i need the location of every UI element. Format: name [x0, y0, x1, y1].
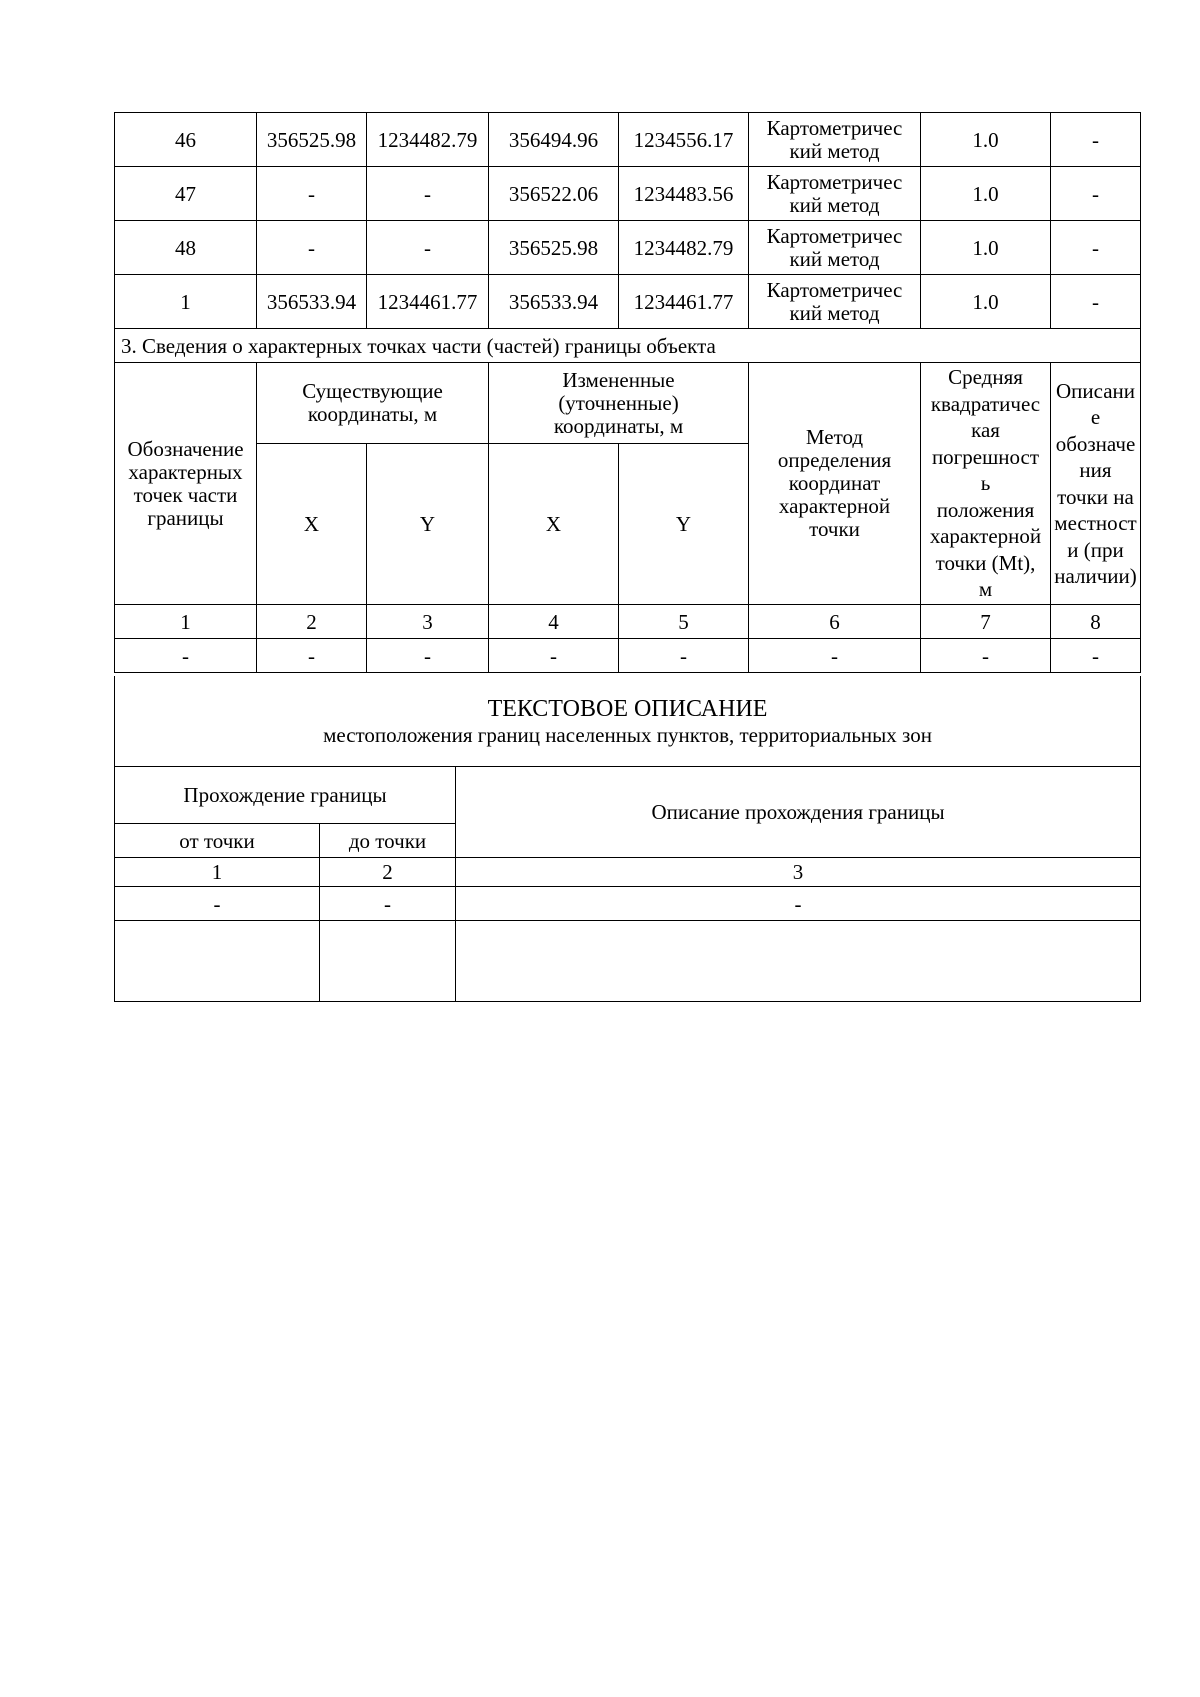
empty-cell: -: [367, 639, 489, 673]
table-row: [115, 887, 1141, 921]
point-id: 47: [115, 167, 257, 221]
method: [749, 113, 921, 167]
method-line: Картометричес: [766, 115, 903, 140]
y-existing: -: [367, 167, 489, 221]
header-line: (уточненные): [558, 390, 679, 415]
x-existing: -: [257, 167, 367, 221]
table-row: [115, 639, 1141, 673]
col-number: 8: [1051, 605, 1141, 639]
to-point-header: до точки: [320, 824, 456, 858]
col-number: 3: [367, 605, 489, 639]
header-line: квадратичес: [930, 391, 1041, 416]
x-new: 356525.98: [489, 221, 619, 275]
header-line: Описани: [1055, 378, 1136, 403]
header-line: точек части: [133, 482, 238, 507]
method-line: Картометричес: [766, 277, 903, 302]
header-line: точки (Mt),: [935, 550, 1036, 575]
passage-description-header: Описание прохождения границы: [456, 767, 1141, 858]
section-title-row: [115, 329, 1141, 363]
header-line: координаты, м: [307, 402, 438, 426]
method-line: кий метод: [789, 300, 880, 325]
blank-cell: [320, 921, 456, 1002]
point-id: 46: [115, 113, 257, 167]
x-new: 356522.06: [489, 167, 619, 221]
y-new: 1234556.17: [619, 113, 749, 167]
x-header: X: [257, 444, 367, 605]
text-description-subtitle: местоположения границ населенных пунктов, территориальных зон: [323, 723, 932, 747]
point-description: -: [1051, 221, 1141, 275]
header-line: и (при: [1067, 537, 1124, 562]
header-line: границы: [147, 505, 224, 530]
header-line: характерной: [778, 494, 891, 518]
existing-coords-header: [257, 363, 489, 444]
header-line: координат: [788, 471, 881, 495]
mt-value: 1.0: [921, 167, 1051, 221]
table-row: [115, 221, 1141, 275]
header-row: [115, 767, 1141, 824]
y-existing: 1234461.77: [367, 275, 489, 329]
method-line: Картометричес: [766, 223, 903, 248]
header-line: определения: [777, 448, 892, 472]
header-line: наличии): [1054, 564, 1137, 588]
header-line: погрешност: [931, 444, 1040, 469]
col-number: 1: [115, 858, 320, 887]
method-line: кий метод: [789, 246, 880, 271]
empty-cell: -: [456, 887, 1141, 921]
x-new: 356533.94: [489, 275, 619, 329]
header-line: е: [1090, 405, 1101, 429]
text-description-table: [114, 676, 1141, 1002]
col-number: 6: [749, 605, 921, 639]
point-id: 1: [115, 275, 257, 329]
designation-header: [115, 363, 257, 605]
y-existing: 1234482.79: [367, 113, 489, 167]
col-number: 4: [489, 605, 619, 639]
text-description-title-cell: [115, 676, 1141, 767]
table-row: [115, 275, 1141, 329]
y-header: Y: [619, 444, 749, 605]
empty-cell: -: [115, 887, 320, 921]
point-description: -: [1051, 113, 1141, 167]
mt-value: 1.0: [921, 275, 1051, 329]
header-line: Обозначение: [127, 436, 244, 461]
empty-cell: -: [115, 639, 257, 673]
mt-value: 1.0: [921, 113, 1051, 167]
col-number: 3: [456, 858, 1141, 887]
blank-cell: [456, 921, 1141, 1002]
mt-value: 1.0: [921, 221, 1051, 275]
header-line: Измененные: [562, 367, 675, 392]
header-line: обозначе: [1055, 431, 1136, 456]
y-new: 1234461.77: [619, 275, 749, 329]
description-header: [1051, 363, 1141, 605]
empty-cell: -: [257, 639, 367, 673]
column-numbers-row: [115, 858, 1141, 887]
point-description: -: [1051, 275, 1141, 329]
col-number: 7: [921, 605, 1051, 639]
empty-cell: -: [619, 639, 749, 673]
method-header: [749, 363, 921, 605]
blank-cell: [115, 921, 320, 1002]
point-description: -: [1051, 167, 1141, 221]
title-row: [115, 676, 1141, 767]
blank-row: [115, 921, 1141, 1002]
header-line: Метод: [805, 425, 864, 449]
x-existing: -: [257, 221, 367, 275]
empty-cell: -: [489, 639, 619, 673]
x-existing: 356533.94: [257, 275, 367, 329]
empty-cell: -: [749, 639, 921, 673]
point-id: 48: [115, 221, 257, 275]
empty-cell: -: [320, 887, 456, 921]
y-existing: -: [367, 221, 489, 275]
header-line: кая: [971, 418, 1000, 443]
header-line: точки: [809, 517, 860, 541]
header-line: Средняя: [948, 365, 1023, 390]
method-line: кий метод: [789, 138, 880, 163]
changed-coords-header: [489, 363, 749, 444]
header-line: м: [978, 577, 993, 602]
x-header: X: [489, 444, 619, 605]
method: [749, 167, 921, 221]
header-line: местност: [1054, 511, 1137, 535]
method-line: кий метод: [789, 192, 880, 217]
table-row: [115, 167, 1141, 221]
y-new: 1234483.56: [619, 167, 749, 221]
header-line: ния: [1079, 458, 1112, 482]
header-line: характерных: [128, 459, 243, 484]
method-line: Картометричес: [766, 169, 903, 194]
header-line: ь: [980, 471, 991, 496]
y-header: Y: [367, 444, 489, 605]
y-new: 1234482.79: [619, 221, 749, 275]
coordinates-table: [114, 112, 1141, 673]
empty-cell: -: [921, 639, 1051, 673]
col-number: 2: [320, 858, 456, 887]
header-line: положения: [936, 497, 1035, 522]
from-point-header: от точки: [115, 824, 320, 858]
header-line: точки на: [1057, 484, 1134, 509]
method: [749, 221, 921, 275]
text-description-title: ТЕКСТОВОЕ ОПИСАНИЕ: [487, 696, 768, 722]
col-number: 5: [619, 605, 749, 639]
header-line: характерной: [929, 524, 1042, 549]
header-line: координаты, м: [553, 413, 684, 438]
error-header: [921, 363, 1051, 605]
empty-cell: -: [1051, 639, 1141, 673]
col-number: 2: [257, 605, 367, 639]
section-3-title: 3. Сведения о характерных точках части (частей) границы объекта: [115, 329, 1141, 363]
col-number: 1: [115, 605, 257, 639]
table-row: [115, 113, 1141, 167]
column-numbers-row: [115, 605, 1141, 639]
header-line: Существующие: [302, 379, 443, 403]
x-new: 356494.96: [489, 113, 619, 167]
method: [749, 275, 921, 329]
header-row: [115, 363, 1141, 444]
x-existing: 356525.98: [257, 113, 367, 167]
passage-header: Прохождение границы: [115, 767, 456, 824]
